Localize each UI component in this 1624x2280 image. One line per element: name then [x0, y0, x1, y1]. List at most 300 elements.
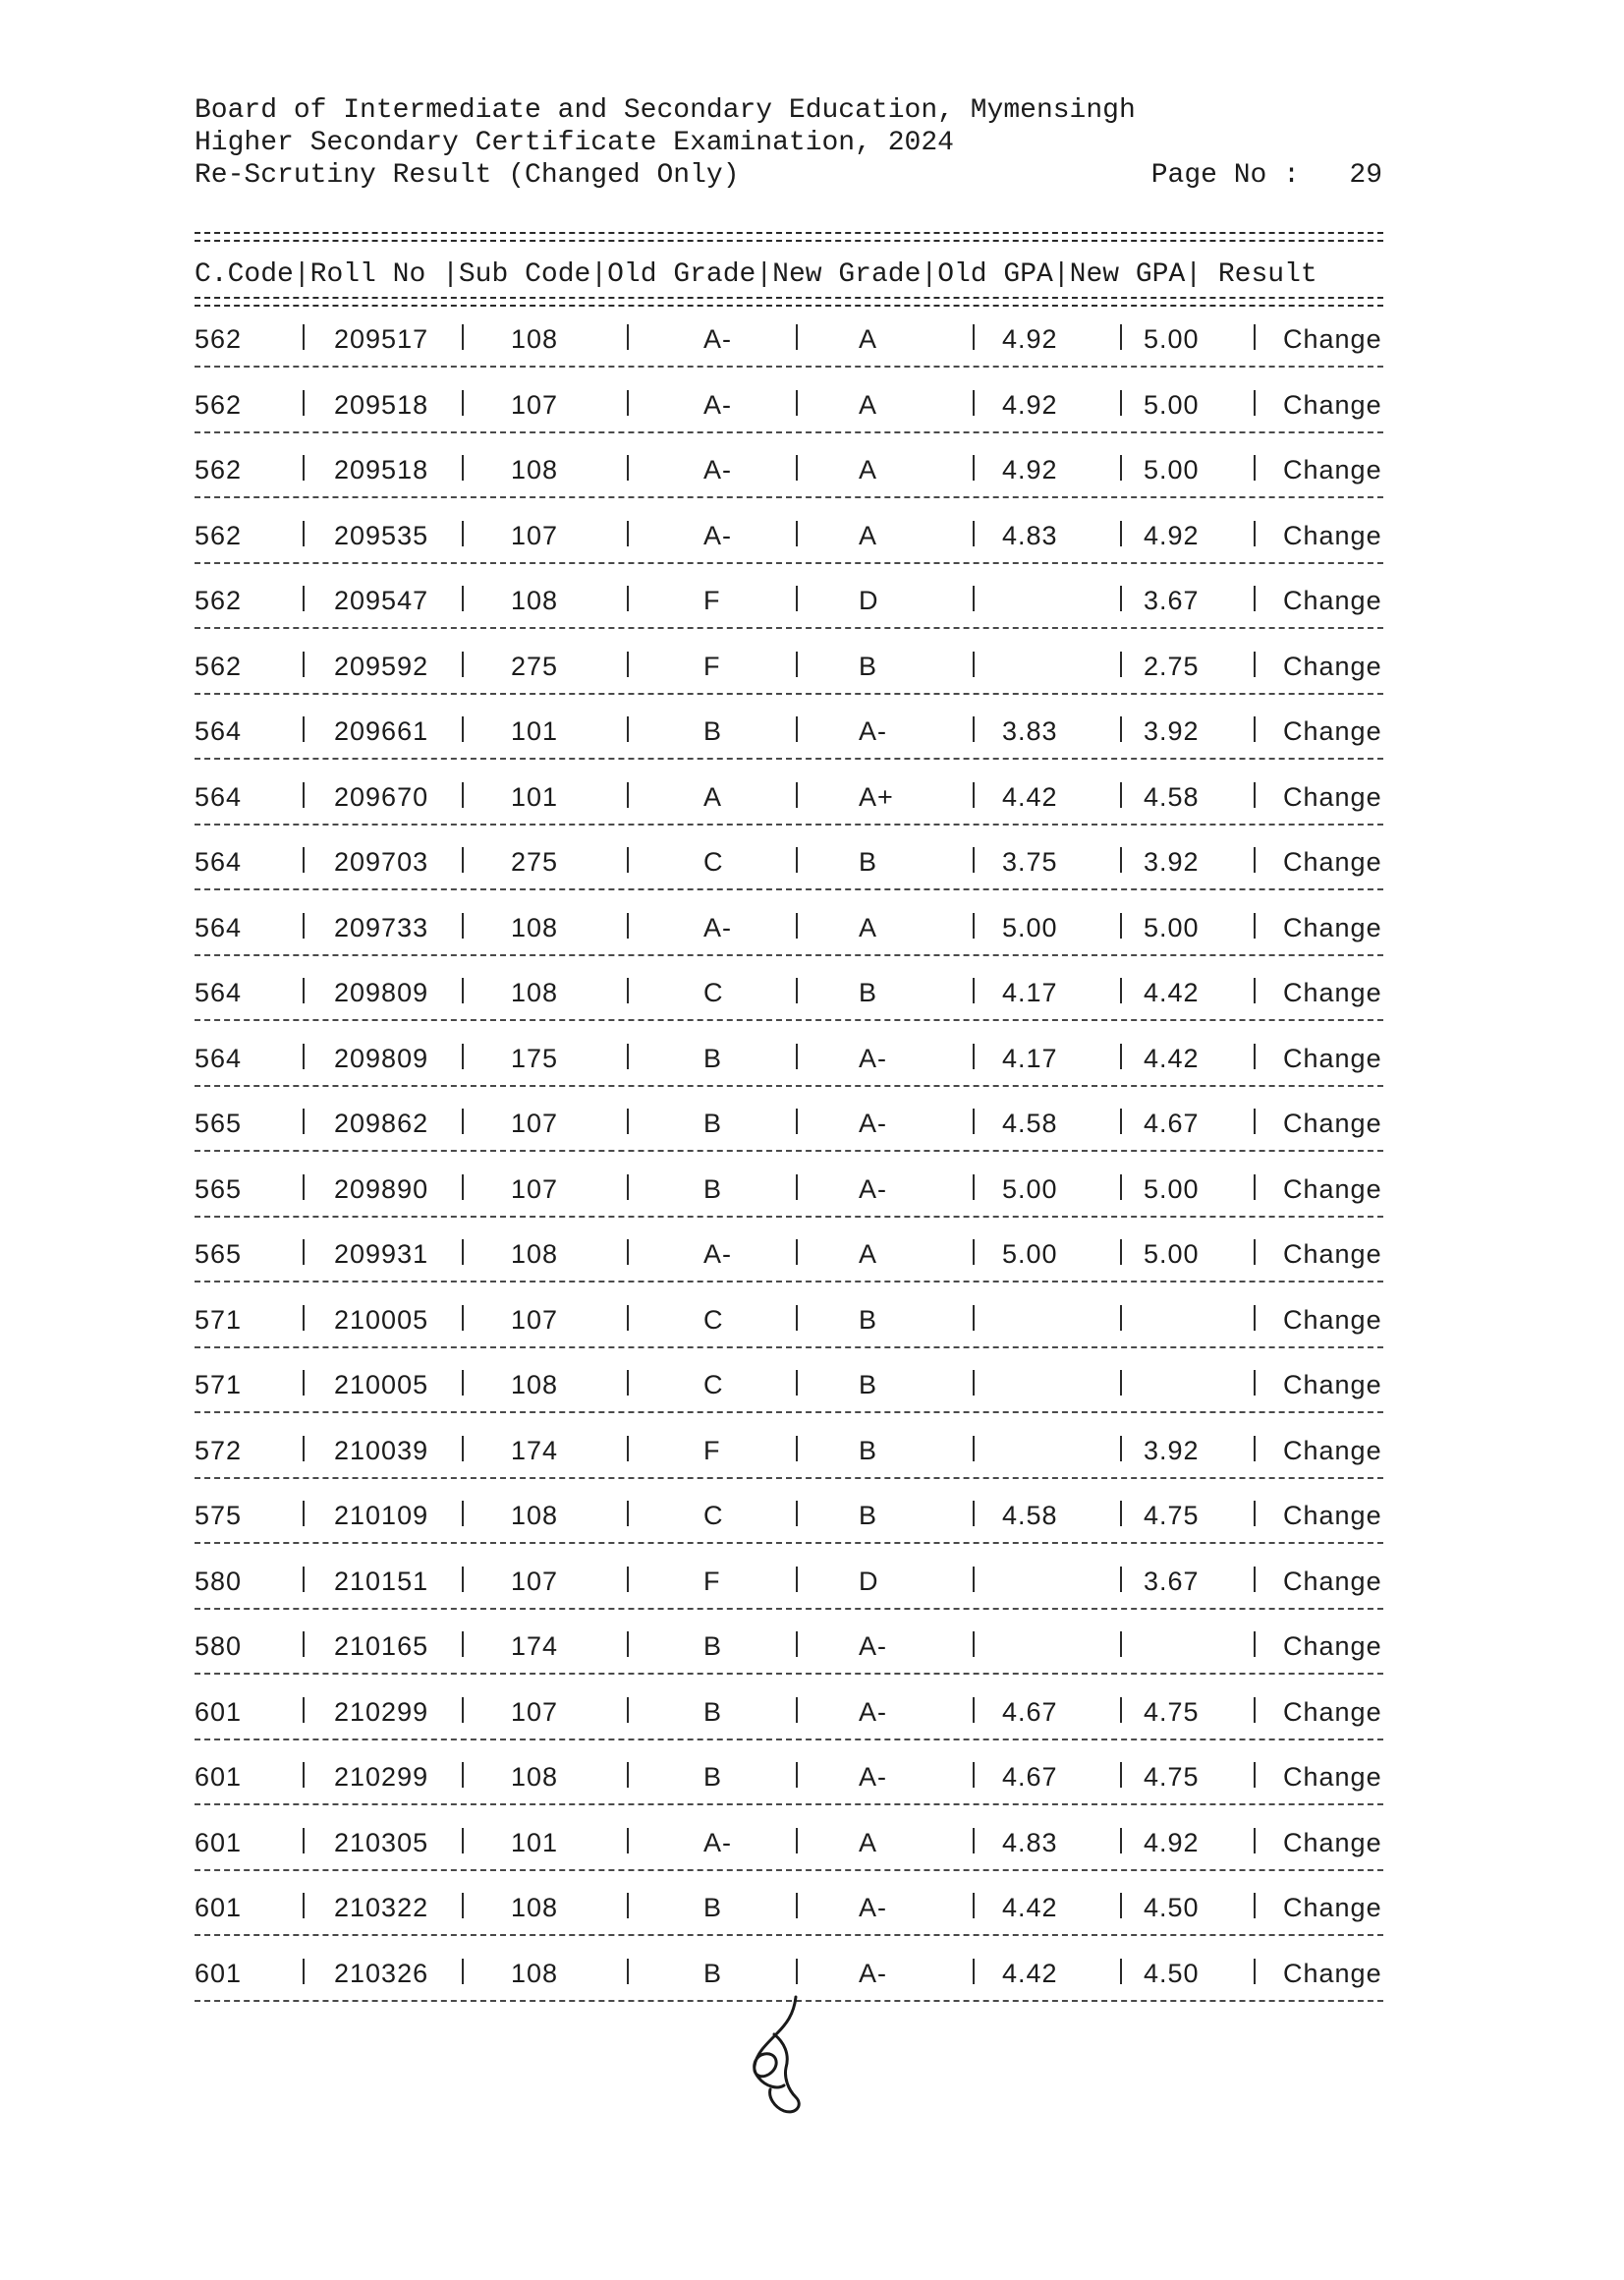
column-separator — [1254, 1174, 1256, 1200]
cell-result: Change — [1283, 651, 1382, 681]
cell-old-gpa: 4.58 — [1002, 1501, 1058, 1530]
column-separator — [303, 1109, 305, 1134]
column-separator — [796, 652, 798, 677]
cell-result: Change — [1283, 1043, 1382, 1073]
column-separator — [627, 1501, 629, 1526]
column-separator — [627, 1959, 629, 1984]
cell-sub: 174 — [511, 1631, 559, 1661]
row-divider — [195, 1085, 1383, 1087]
column-separator — [1120, 1109, 1122, 1134]
column-separator — [627, 455, 629, 481]
cell-new-gpa: 3.67 — [1144, 1566, 1200, 1596]
row-divider — [195, 1869, 1383, 1871]
table-row — [195, 513, 1388, 579]
column-separator — [1254, 1044, 1256, 1069]
cell-new-grade: A- — [859, 1696, 887, 1727]
cell-new-gpa: 4.75 — [1144, 1696, 1200, 1727]
column-separator — [627, 1305, 629, 1331]
table-row — [195, 1101, 1388, 1167]
column-separator — [303, 978, 305, 1003]
column-separator — [303, 586, 305, 611]
column-separator — [973, 1567, 975, 1592]
cell-sub: 107 — [511, 389, 559, 420]
table-row — [195, 316, 1388, 382]
column-separator — [627, 1697, 629, 1723]
cell-new-gpa: 5.00 — [1144, 389, 1200, 420]
column-separator — [462, 1044, 464, 1069]
cell-new-grade: B — [859, 978, 878, 1007]
signature — [735, 1995, 833, 2123]
row-divider — [195, 1673, 1383, 1675]
column-separator — [1254, 978, 1256, 1003]
cell-old-grade: C — [703, 978, 724, 1007]
column-separator — [303, 1239, 305, 1265]
table-row — [195, 1167, 1388, 1232]
column-separator — [462, 390, 464, 416]
column-separator — [796, 1631, 798, 1657]
cell-sub: 107 — [511, 1173, 559, 1204]
cell-result: Change — [1283, 1173, 1382, 1204]
column-separator — [1120, 390, 1122, 416]
table-row — [195, 970, 1388, 1036]
cell-roll: 209670 — [334, 781, 429, 812]
cell-new-grade: A- — [859, 1631, 887, 1661]
column-separator — [462, 1239, 464, 1265]
cell-result: Change — [1283, 1109, 1382, 1138]
column-separator — [1254, 1893, 1256, 1918]
column-separator — [462, 1174, 464, 1200]
column-separator — [796, 1959, 798, 1984]
cell-new-grade: B — [859, 1435, 878, 1465]
cell-old-grade: B — [703, 1958, 723, 1988]
cell-old-grade: B — [703, 1893, 723, 1922]
cell-new-grade: A — [859, 1827, 878, 1857]
column-separator — [1254, 521, 1256, 546]
col-new-grade: New Grade — [772, 259, 922, 290]
column-separator — [627, 847, 629, 873]
cell-roll: 210005 — [334, 1370, 429, 1399]
column-separator — [303, 1959, 305, 1984]
cell-sub: 275 — [511, 651, 559, 681]
cell-new-grade: A — [859, 389, 878, 420]
column-separator — [973, 1501, 975, 1526]
column-separator — [462, 847, 464, 873]
cell-old-grade: B — [703, 1109, 723, 1138]
cell-sub: 108 — [511, 586, 559, 615]
cell-old-gpa: 4.92 — [1002, 455, 1058, 484]
row-divider — [195, 1150, 1383, 1152]
cell-sub: 101 — [511, 1827, 559, 1857]
col-old-grade: Old Grade — [607, 259, 756, 290]
table-row — [195, 905, 1388, 971]
col-result: Result — [1202, 259, 1317, 290]
cell-new-gpa: 3.92 — [1144, 1435, 1200, 1465]
cell-ccode: 562 — [195, 651, 243, 681]
cell-new-gpa: 5.00 — [1144, 1239, 1200, 1269]
cell-roll: 210005 — [334, 1304, 429, 1335]
column-separator — [973, 1239, 975, 1265]
cell-result: Change — [1283, 1239, 1382, 1269]
cell-old-grade: F — [703, 651, 721, 681]
column-separator — [1120, 1567, 1122, 1592]
cell-roll: 209518 — [334, 455, 429, 484]
table-row — [195, 1036, 1388, 1102]
exam-title: Higher Secondary Certificate Examination, 2024 — [195, 128, 954, 158]
table-column-headers: C.Code|Roll No |Sub Code|Old Grade|New Grade|Old GPA|New GPA| Result — [195, 259, 1317, 290]
cell-old-grade: B — [703, 1762, 723, 1792]
column-separator — [1120, 1828, 1122, 1853]
column-separator — [1120, 847, 1122, 873]
cell-roll: 209809 — [334, 1043, 429, 1073]
table-row — [195, 709, 1388, 774]
cell-old-grade: A- — [703, 520, 732, 550]
cell-old-gpa: 4.67 — [1002, 1696, 1058, 1727]
cell-sub: 107 — [511, 1109, 559, 1138]
column-separator — [303, 1044, 305, 1069]
column-separator — [462, 1828, 464, 1853]
column-separator — [1254, 1305, 1256, 1331]
column-separator — [462, 1109, 464, 1134]
cell-new-grade: A — [859, 520, 878, 550]
page-number — [1151, 159, 1382, 192]
cell-old-gpa: 4.42 — [1002, 1893, 1058, 1922]
cell-old-gpa: 5.00 — [1002, 912, 1058, 942]
cell-new-gpa: 4.92 — [1144, 1827, 1200, 1857]
cell-sub: 108 — [511, 1501, 559, 1530]
column-separator — [627, 586, 629, 611]
cell-ccode: 565 — [195, 1239, 243, 1269]
cell-result: Change — [1283, 978, 1382, 1007]
cell-ccode: 564 — [195, 716, 243, 746]
cell-result: Change — [1283, 1827, 1382, 1857]
column-separator — [1120, 1762, 1122, 1788]
cell-ccode: 562 — [195, 520, 243, 550]
column-separator — [303, 1370, 305, 1396]
cell-old-grade: A- — [703, 324, 732, 354]
cell-ccode: 564 — [195, 912, 243, 942]
column-separator — [627, 1044, 629, 1069]
cell-old-grade: C — [703, 1304, 724, 1335]
cell-new-grade: B — [859, 847, 878, 877]
column-separator — [1120, 1305, 1122, 1331]
header-top-rule — [195, 232, 1383, 242]
cell-result: Change — [1283, 781, 1382, 812]
cell-roll: 209862 — [334, 1109, 429, 1138]
column-separator — [1254, 1370, 1256, 1396]
row-divider — [195, 1346, 1383, 1348]
cell-new-grade: A — [859, 324, 878, 354]
column-separator — [796, 1370, 798, 1396]
cell-sub: 108 — [511, 912, 559, 942]
cell-old-gpa: 4.42 — [1002, 781, 1058, 812]
table-row — [195, 1428, 1388, 1494]
column-separator — [1254, 324, 1256, 350]
cell-result: Change — [1283, 1696, 1382, 1727]
table-row — [195, 382, 1388, 448]
column-separator — [796, 1305, 798, 1331]
row-divider — [195, 1477, 1383, 1479]
cell-ccode: 601 — [195, 1827, 243, 1857]
row-divider — [195, 627, 1383, 629]
cell-sub: 108 — [511, 978, 559, 1007]
cell-sub: 107 — [511, 520, 559, 550]
column-separator — [462, 1370, 464, 1396]
column-separator — [627, 652, 629, 677]
cell-new-grade: B — [859, 1304, 878, 1335]
column-separator — [1120, 1436, 1122, 1461]
cell-roll: 209890 — [334, 1173, 429, 1204]
cell-new-grade: D — [859, 586, 879, 615]
column-separator — [303, 716, 305, 742]
col-ccode: C.Code — [195, 259, 294, 290]
column-separator — [462, 782, 464, 808]
column-separator — [627, 1828, 629, 1853]
cell-roll: 209809 — [334, 978, 429, 1007]
column-separator — [627, 782, 629, 808]
cell-old-grade: A- — [703, 455, 732, 484]
cell-old-grade: A- — [703, 912, 732, 942]
cell-old-grade: B — [703, 1631, 723, 1661]
column-separator — [1120, 1959, 1122, 1984]
column-separator — [796, 847, 798, 873]
cell-old-gpa: 4.83 — [1002, 520, 1058, 550]
column-separator — [973, 782, 975, 808]
cell-ccode: 565 — [195, 1173, 243, 1204]
column-separator — [462, 1697, 464, 1723]
cell-new-gpa: 4.50 — [1144, 1893, 1200, 1922]
cell-new-gpa: 3.92 — [1144, 847, 1200, 877]
column-separator — [1254, 652, 1256, 677]
cell-old-grade: A — [703, 781, 723, 812]
cell-new-grade: B — [859, 1501, 878, 1530]
table-row — [195, 1820, 1388, 1886]
column-separator — [1254, 1239, 1256, 1265]
column-separator — [1120, 1044, 1122, 1069]
table-row — [195, 1754, 1388, 1820]
cell-result: Change — [1283, 1762, 1382, 1792]
cell-result: Change — [1283, 1631, 1382, 1661]
cell-new-gpa: 5.00 — [1144, 1173, 1200, 1204]
column-separator — [303, 1762, 305, 1788]
cell-old-gpa: 4.67 — [1002, 1762, 1058, 1792]
cell-old-grade: F — [703, 586, 721, 615]
cell-result: Change — [1283, 1435, 1382, 1465]
row-divider — [195, 1281, 1383, 1282]
cell-sub: 101 — [511, 716, 559, 746]
column-separator — [973, 390, 975, 416]
row-divider — [195, 1934, 1383, 1936]
cell-new-grade: A- — [859, 1173, 887, 1204]
cell-roll: 210109 — [334, 1501, 429, 1530]
row-divider — [195, 1216, 1383, 1218]
cell-sub: 107 — [511, 1696, 559, 1727]
cell-new-gpa: 4.75 — [1144, 1501, 1200, 1530]
cell-old-grade: B — [703, 716, 723, 746]
cell-sub: 174 — [511, 1435, 559, 1465]
column-separator — [627, 1631, 629, 1657]
column-separator — [1120, 521, 1122, 546]
column-separator — [627, 1109, 629, 1134]
column-separator — [303, 324, 305, 350]
row-divider — [195, 562, 1383, 564]
column-separator — [1120, 1697, 1122, 1723]
cell-ccode: 601 — [195, 1762, 243, 1792]
header-bottom-rule — [195, 297, 1383, 307]
column-separator — [796, 390, 798, 416]
column-separator — [796, 1697, 798, 1723]
column-separator — [462, 913, 464, 939]
cell-new-grade: A — [859, 1239, 878, 1269]
column-separator — [973, 1174, 975, 1200]
table-row — [195, 1297, 1388, 1363]
cell-new-gpa: 4.75 — [1144, 1762, 1200, 1792]
column-separator — [627, 1436, 629, 1461]
cell-result: Change — [1283, 716, 1382, 746]
column-separator — [973, 847, 975, 873]
table-row — [195, 1624, 1388, 1689]
cell-old-gpa: 4.83 — [1002, 1827, 1058, 1857]
column-separator — [303, 1174, 305, 1200]
cell-new-gpa: 3.92 — [1144, 716, 1200, 746]
cell-sub: 175 — [511, 1043, 559, 1073]
column-separator — [462, 1567, 464, 1592]
column-separator — [303, 455, 305, 481]
cell-new-grade: A- — [859, 1109, 887, 1138]
cell-old-grade: A- — [703, 1827, 732, 1857]
column-separator — [796, 1174, 798, 1200]
column-separator — [973, 1893, 975, 1918]
column-separator — [1254, 782, 1256, 808]
column-separator — [1254, 1567, 1256, 1592]
column-separator — [1120, 652, 1122, 677]
column-separator — [462, 521, 464, 546]
column-separator — [973, 1828, 975, 1853]
cell-sub: 108 — [511, 1762, 559, 1792]
cell-sub: 108 — [511, 455, 559, 484]
column-separator — [303, 1305, 305, 1331]
column-separator — [796, 1501, 798, 1526]
column-separator — [1254, 586, 1256, 611]
cell-old-gpa: 4.92 — [1002, 324, 1058, 354]
column-separator — [973, 1762, 975, 1788]
column-separator — [973, 1370, 975, 1396]
table-row — [195, 839, 1388, 905]
cell-new-gpa: 5.00 — [1144, 912, 1200, 942]
column-separator — [462, 1436, 464, 1461]
cell-result: Change — [1283, 389, 1382, 420]
column-separator — [462, 324, 464, 350]
table-row — [195, 1689, 1388, 1755]
column-separator — [973, 1631, 975, 1657]
column-separator — [973, 652, 975, 677]
cell-ccode: 562 — [195, 455, 243, 484]
row-divider — [195, 1608, 1383, 1610]
column-separator — [1120, 782, 1122, 808]
cell-ccode: 565 — [195, 1109, 243, 1138]
column-separator — [1254, 455, 1256, 481]
column-separator — [796, 1762, 798, 1788]
column-separator — [1120, 1501, 1122, 1526]
column-separator — [1254, 1501, 1256, 1526]
cell-old-grade: F — [703, 1566, 721, 1596]
column-separator — [627, 1893, 629, 1918]
row-divider — [195, 1019, 1383, 1021]
column-separator — [462, 586, 464, 611]
cell-ccode: 572 — [195, 1435, 243, 1465]
cell-new-grade: A+ — [859, 781, 894, 812]
column-separator — [627, 1567, 629, 1592]
row-divider — [195, 1542, 1383, 1544]
column-separator — [1120, 1370, 1122, 1396]
cell-old-grade: B — [703, 1043, 723, 1073]
column-separator — [796, 1239, 798, 1265]
column-separator — [1254, 913, 1256, 939]
column-separator — [627, 978, 629, 1003]
column-separator — [462, 716, 464, 742]
table-row — [195, 1559, 1388, 1624]
column-separator — [627, 521, 629, 546]
result-table-body — [195, 316, 1388, 2016]
cell-ccode: 571 — [195, 1370, 243, 1399]
cell-sub: 275 — [511, 847, 559, 877]
cell-old-gpa: 5.00 — [1002, 1239, 1058, 1269]
cell-new-grade: B — [859, 651, 878, 681]
cell-ccode: 564 — [195, 978, 243, 1007]
cell-ccode: 575 — [195, 1501, 243, 1530]
column-separator — [796, 324, 798, 350]
column-separator — [973, 455, 975, 481]
column-separator — [1120, 978, 1122, 1003]
column-separator — [1120, 586, 1122, 611]
cell-roll: 209592 — [334, 651, 429, 681]
column-separator — [796, 1828, 798, 1853]
table-row — [195, 774, 1388, 840]
cell-old-gpa: 3.83 — [1002, 716, 1058, 746]
cell-result: Change — [1283, 1958, 1382, 1988]
cell-ccode: 601 — [195, 1958, 243, 1988]
cell-old-grade: C — [703, 847, 724, 877]
table-row — [195, 1885, 1388, 1951]
column-separator — [1254, 1762, 1256, 1788]
table-row — [195, 578, 1388, 644]
column-separator — [462, 1501, 464, 1526]
column-separator — [796, 978, 798, 1003]
cell-roll: 210151 — [334, 1566, 429, 1596]
page-number-label: Page No : — [1150, 160, 1300, 191]
column-separator — [303, 782, 305, 808]
column-separator — [973, 1697, 975, 1723]
cell-sub: 108 — [511, 1958, 559, 1988]
column-separator — [973, 1305, 975, 1331]
cell-sub: 108 — [511, 1893, 559, 1922]
row-divider — [195, 824, 1383, 826]
column-separator — [627, 324, 629, 350]
cell-result: Change — [1283, 586, 1382, 615]
column-separator — [796, 455, 798, 481]
column-separator — [796, 1436, 798, 1461]
row-divider — [195, 758, 1383, 760]
row-divider — [195, 431, 1383, 433]
column-separator — [973, 1959, 975, 1984]
column-separator — [973, 913, 975, 939]
cell-roll: 209931 — [334, 1239, 429, 1269]
document-header — [195, 94, 1388, 192]
cell-roll: 210305 — [334, 1827, 429, 1857]
cell-ccode: 562 — [195, 586, 243, 615]
column-separator — [1120, 716, 1122, 742]
column-separator — [796, 716, 798, 742]
column-separator — [627, 913, 629, 939]
